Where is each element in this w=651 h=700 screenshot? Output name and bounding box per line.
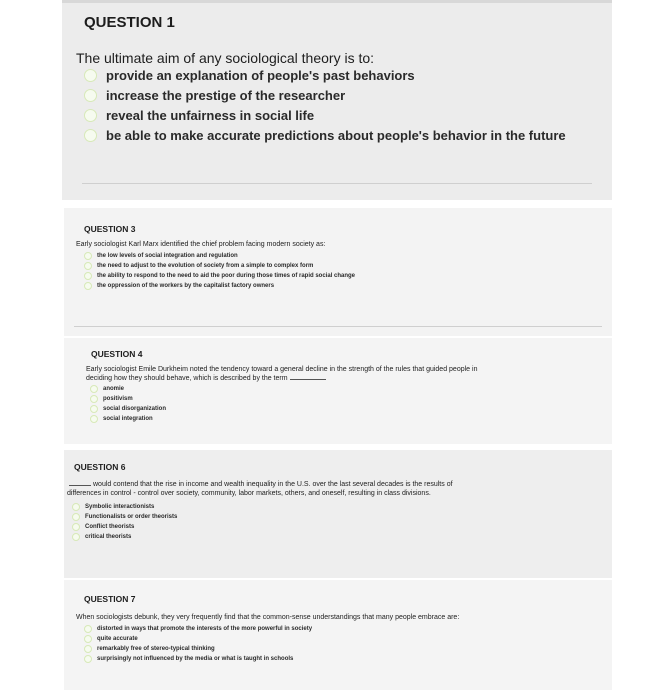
option-label: surprisingly not influenced by the media or what is taught in schools (97, 656, 294, 662)
answer-option[interactable] (72, 512, 177, 522)
option-label: critical theorists (85, 534, 132, 540)
separator-line (82, 183, 592, 184)
radio-button-icon[interactable] (84, 625, 92, 633)
option-label: anomie (103, 386, 125, 392)
option-label: Functionalists or order theorists (85, 514, 178, 520)
question-card-6 (64, 450, 612, 578)
option-label: the low levels of social integration and regulation (97, 253, 238, 259)
radio-button-icon[interactable] (72, 523, 80, 531)
radio-button-icon[interactable] (72, 513, 80, 521)
radio-button-icon[interactable] (84, 109, 97, 122)
radio-button-icon[interactable] (84, 129, 97, 142)
answer-options (84, 65, 566, 145)
answer-option[interactable] (72, 502, 177, 512)
answer-options (72, 502, 177, 542)
answer-option[interactable] (84, 654, 312, 664)
answer-option[interactable] (84, 125, 566, 145)
option-label: the oppression of the workers by the capitalist factory owners (97, 283, 275, 289)
option-label: the need to adjust to the evolution of society from a simple to complex form (97, 263, 314, 269)
option-label: reveal the unfairness in social life (106, 107, 315, 123)
separator-line (74, 326, 602, 327)
answer-options (90, 384, 166, 424)
option-label: be able to make accurate predictions about people's behavior in the future (106, 127, 566, 143)
stem-line: Early sociologist Emile Durkheim noted the tendency toward a general decline in the strength of the rules that guided people in (86, 366, 478, 373)
stem-line (67, 481, 453, 490)
answer-option[interactable] (84, 624, 312, 634)
answer-option[interactable] (84, 261, 355, 271)
stem-text: deciding how they should behave, which is described by the term (86, 374, 288, 382)
radio-button-icon[interactable] (84, 252, 92, 260)
answer-option[interactable] (84, 105, 566, 125)
answer-option[interactable] (90, 394, 166, 404)
answer-option[interactable] (84, 634, 312, 644)
question-stem (67, 481, 453, 498)
radio-button-icon[interactable] (84, 655, 92, 663)
option-label: distorted in ways that promote the interests of the more powerful in society (97, 626, 313, 632)
question-title: QUESTION 1 (84, 14, 175, 31)
option-label: social disorganization (103, 406, 167, 412)
option-label: increase the prestige of the researcher (106, 87, 346, 103)
radio-button-icon[interactable] (84, 272, 92, 280)
answer-option[interactable] (84, 251, 355, 261)
answer-blank (69, 485, 91, 486)
option-label: Conflict theorists (85, 524, 135, 530)
answer-option[interactable] (84, 85, 566, 105)
stem-line (86, 375, 477, 384)
radio-button-icon[interactable] (84, 645, 92, 653)
question-title: QUESTION 3 (84, 224, 136, 234)
radio-button-icon[interactable] (90, 405, 98, 413)
radio-button-icon[interactable] (84, 262, 92, 270)
radio-button-icon[interactable] (90, 385, 98, 393)
answer-options (84, 624, 312, 664)
question-card-1 (62, 0, 612, 200)
answer-option[interactable] (90, 414, 166, 424)
question-card-7 (64, 580, 612, 690)
question-title: QUESTION 4 (91, 349, 143, 359)
question-stem (86, 366, 477, 383)
radio-button-icon[interactable] (84, 282, 92, 290)
question-stem: Early sociologist Karl Marx identified the chief problem facing modern society as: (76, 241, 326, 248)
answer-option[interactable] (72, 522, 177, 532)
answer-option[interactable] (72, 532, 177, 542)
question-title: QUESTION 6 (74, 462, 126, 472)
answer-option[interactable] (84, 271, 355, 281)
stem-text: would contend that the rise in income and wealth inequality in the U.S. over the last several decades is the results of (93, 481, 453, 488)
radio-button-icon[interactable] (84, 69, 97, 82)
answer-option[interactable] (90, 384, 166, 394)
answer-option[interactable] (90, 404, 166, 414)
question-stem: When sociologists debunk, they very frequently find that the common-sense understandings that many people embrace are: (76, 614, 460, 621)
question-card-3 (64, 208, 612, 336)
option-label: remarkably free of stereo-typical thinking (97, 646, 215, 652)
option-label: provide an explanation of people's past behaviors (106, 67, 415, 83)
option-label: positivism (103, 396, 133, 402)
answer-blank (290, 379, 326, 380)
option-label: Symbolic interactionists (85, 504, 155, 510)
option-label: quite accurate (97, 636, 138, 642)
radio-button-icon[interactable] (90, 395, 98, 403)
option-label: social integration (103, 416, 153, 422)
question-card-4 (64, 338, 612, 444)
radio-button-icon[interactable] (72, 533, 80, 541)
radio-button-icon[interactable] (90, 415, 98, 423)
stem-line: differences in control - control over society, community, labor markets, others, and oneself, resulting in class divisions. (67, 489, 431, 497)
question-stem: The ultimate aim of any sociological theory is to: (76, 50, 375, 66)
option-label: the ability to respond to the need to aid the poor during those times of rapid social change (97, 273, 356, 279)
question-title: QUESTION 7 (84, 594, 136, 604)
radio-button-icon[interactable] (72, 503, 80, 511)
answer-options (84, 251, 355, 291)
answer-option[interactable] (84, 65, 566, 85)
answer-option[interactable] (84, 644, 312, 654)
radio-button-icon[interactable] (84, 89, 97, 102)
answer-option[interactable] (84, 281, 355, 291)
radio-button-icon[interactable] (84, 635, 92, 643)
